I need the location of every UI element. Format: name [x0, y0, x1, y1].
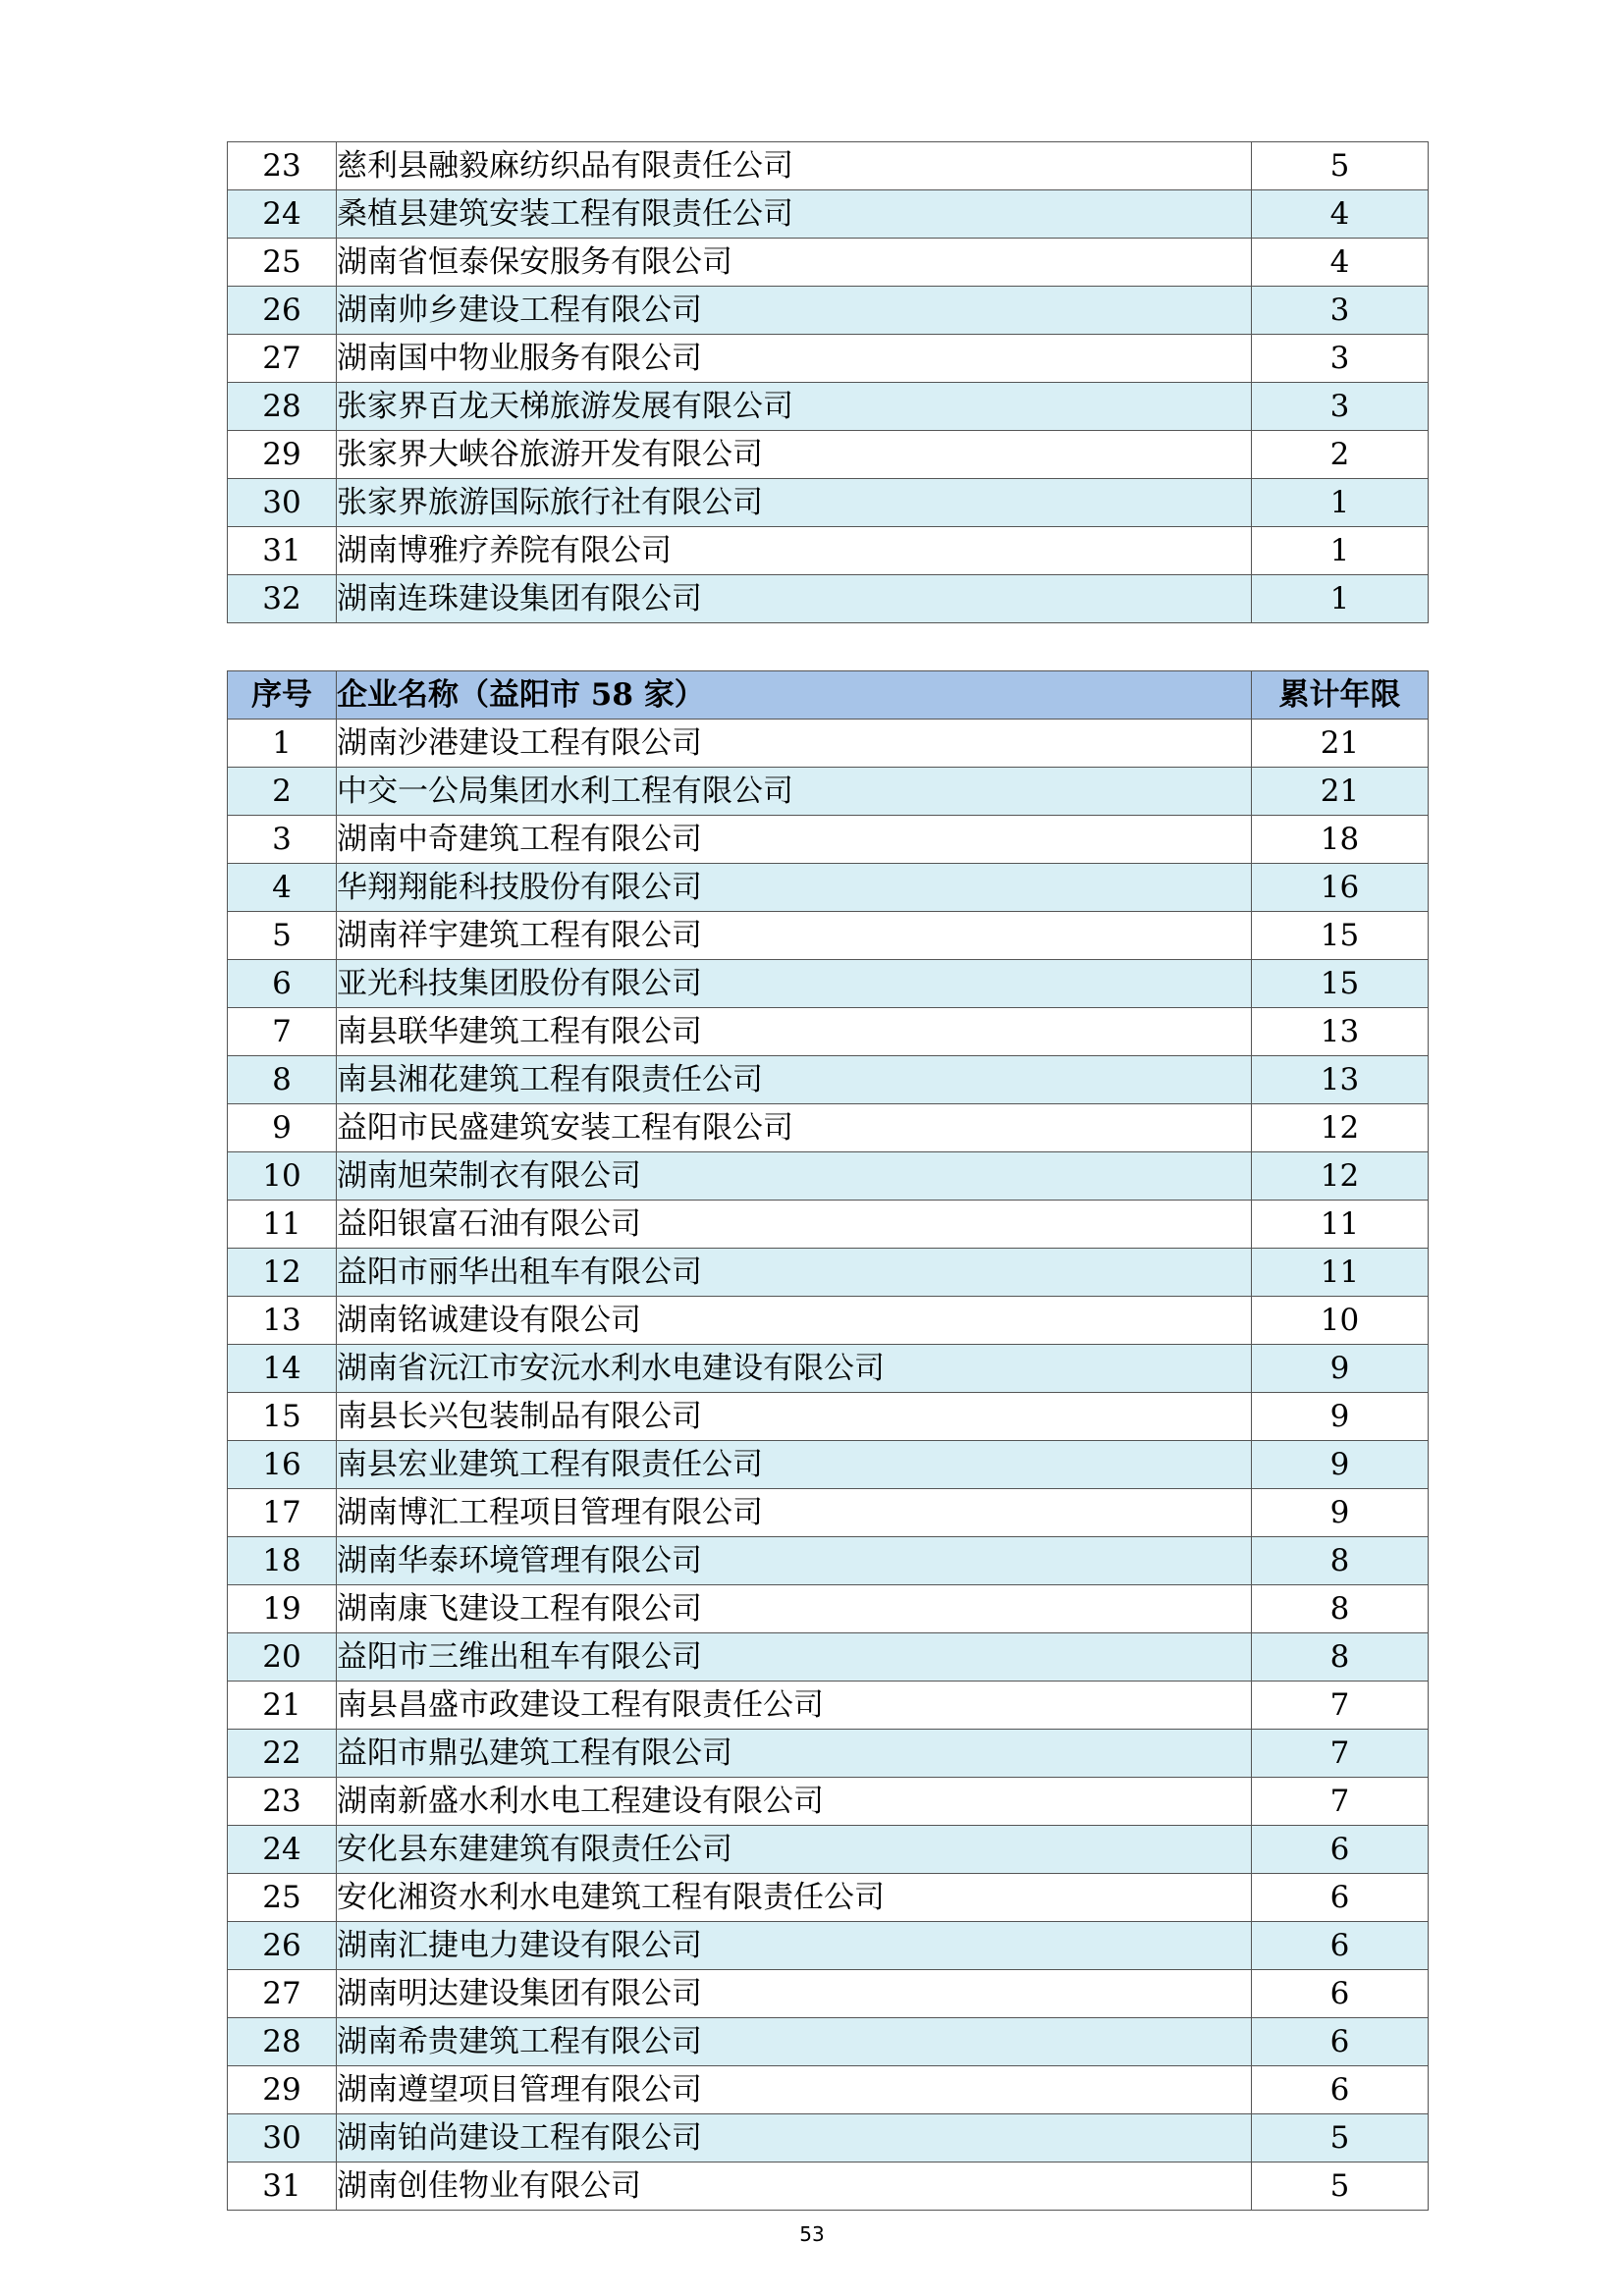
- row-enterprise-name: 湖南汇捷电力建设有限公司: [337, 1922, 1252, 1970]
- row-cumulative-years: 3: [1252, 383, 1429, 431]
- table-row: [228, 1297, 1429, 1345]
- row-enterprise-name: 张家界百龙天梯旅游发展有限公司: [337, 383, 1252, 431]
- table-row: [228, 816, 1429, 864]
- row-enterprise-name: 南县联华建筑工程有限公司: [337, 1008, 1252, 1056]
- table-row: [228, 960, 1429, 1008]
- row-cumulative-years: 5: [1252, 2163, 1429, 2211]
- table-row: [228, 1922, 1429, 1970]
- table-header-row: [228, 671, 1429, 720]
- table-row: [228, 2018, 1429, 2066]
- page-number: 53: [799, 2222, 825, 2246]
- row-serial-number: 10: [228, 1152, 337, 1201]
- row-enterprise-name: 安化湘资水利水电建筑工程有限责任公司: [337, 1874, 1252, 1922]
- row-serial-number: 28: [228, 383, 337, 431]
- row-serial-number: 3: [228, 816, 337, 864]
- row-serial-number: 4: [228, 864, 337, 912]
- row-cumulative-years: 13: [1252, 1056, 1429, 1104]
- row-cumulative-years: 5: [1252, 142, 1429, 190]
- row-cumulative-years: 3: [1252, 335, 1429, 383]
- row-cumulative-years: 9: [1252, 1345, 1429, 1393]
- table-row: [228, 1056, 1429, 1104]
- row-enterprise-name: 湖南创佳物业有限公司: [337, 2163, 1252, 2211]
- row-cumulative-years: 11: [1252, 1201, 1429, 1249]
- row-serial-number: 26: [228, 1922, 337, 1970]
- row-cumulative-years: 4: [1252, 239, 1429, 287]
- table-row: [228, 383, 1429, 431]
- row-enterprise-name: 安化县东建建筑有限责任公司: [337, 1826, 1252, 1874]
- row-enterprise-name: 湖南沙港建设工程有限公司: [337, 720, 1252, 768]
- row-enterprise-name: 湖南铂尚建设工程有限公司: [337, 2114, 1252, 2163]
- header-serial-number: 序号: [228, 671, 337, 720]
- table-row: [228, 1633, 1429, 1682]
- row-enterprise-name: 张家界旅游国际旅行社有限公司: [337, 479, 1252, 527]
- row-enterprise-name: 华翔翔能科技股份有限公司: [337, 864, 1252, 912]
- table-row: [228, 1874, 1429, 1922]
- row-cumulative-years: 8: [1252, 1537, 1429, 1585]
- enterprise-table-continued: [227, 141, 1429, 623]
- table-row: [228, 1393, 1429, 1441]
- row-serial-number: 30: [228, 2114, 337, 2163]
- row-cumulative-years: 6: [1252, 2066, 1429, 2114]
- row-serial-number: 24: [228, 190, 337, 239]
- table-row: [228, 527, 1429, 575]
- row-cumulative-years: 9: [1252, 1441, 1429, 1489]
- table-row: [228, 2066, 1429, 2114]
- row-cumulative-years: 6: [1252, 1826, 1429, 1874]
- row-serial-number: 16: [228, 1441, 337, 1489]
- row-enterprise-name: 益阳市民盛建筑安装工程有限公司: [337, 1104, 1252, 1152]
- table-row: [228, 768, 1429, 816]
- table-row: [228, 1778, 1429, 1826]
- row-cumulative-years: 15: [1252, 960, 1429, 1008]
- row-cumulative-years: 1: [1252, 479, 1429, 527]
- row-enterprise-name: 南县长兴包装制品有限公司: [337, 1393, 1252, 1441]
- row-cumulative-years: 6: [1252, 2018, 1429, 2066]
- table-row: [228, 335, 1429, 383]
- row-serial-number: 27: [228, 1970, 337, 2018]
- table-row: [228, 1970, 1429, 2018]
- row-serial-number: 2: [228, 768, 337, 816]
- row-cumulative-years: 8: [1252, 1585, 1429, 1633]
- row-cumulative-years: 21: [1252, 768, 1429, 816]
- row-serial-number: 9: [228, 1104, 337, 1152]
- row-serial-number: 18: [228, 1537, 337, 1585]
- row-cumulative-years: 6: [1252, 1970, 1429, 2018]
- row-enterprise-name: 湖南遵望项目管理有限公司: [337, 2066, 1252, 2114]
- row-serial-number: 22: [228, 1730, 337, 1778]
- row-cumulative-years: 16: [1252, 864, 1429, 912]
- row-enterprise-name: 慈利县融毅麻纺织品有限责任公司: [337, 142, 1252, 190]
- table-row: [228, 575, 1429, 623]
- table-row: [228, 1537, 1429, 1585]
- table-row: [228, 2163, 1429, 2211]
- row-serial-number: 24: [228, 1826, 337, 1874]
- row-cumulative-years: 9: [1252, 1393, 1429, 1441]
- row-cumulative-years: 7: [1252, 1778, 1429, 1826]
- row-enterprise-name: 益阳市丽华出租车有限公司: [337, 1249, 1252, 1297]
- table-row: [228, 1345, 1429, 1393]
- row-serial-number: 25: [228, 1874, 337, 1922]
- table-row: [228, 1008, 1429, 1056]
- row-serial-number: 29: [228, 2066, 337, 2114]
- row-serial-number: 17: [228, 1489, 337, 1537]
- row-enterprise-name: 益阳银富石油有限公司: [337, 1201, 1252, 1249]
- table-row: [228, 1152, 1429, 1201]
- table-row: [228, 287, 1429, 335]
- row-cumulative-years: 10: [1252, 1297, 1429, 1345]
- row-cumulative-years: 12: [1252, 1152, 1429, 1201]
- row-enterprise-name: 湖南中奇建筑工程有限公司: [337, 816, 1252, 864]
- row-enterprise-name: 湖南铭诚建设有限公司: [337, 1297, 1252, 1345]
- row-serial-number: 14: [228, 1345, 337, 1393]
- row-serial-number: 27: [228, 335, 337, 383]
- row-serial-number: 29: [228, 431, 337, 479]
- row-enterprise-name: 湖南省恒泰保安服务有限公司: [337, 239, 1252, 287]
- row-serial-number: 19: [228, 1585, 337, 1633]
- row-enterprise-name: 张家界大峡谷旅游开发有限公司: [337, 431, 1252, 479]
- row-serial-number: 7: [228, 1008, 337, 1056]
- row-cumulative-years: 7: [1252, 1730, 1429, 1778]
- table-row: [228, 1249, 1429, 1297]
- row-enterprise-name: 湖南省沅江市安沅水利水电建设有限公司: [337, 1345, 1252, 1393]
- row-serial-number: 21: [228, 1682, 337, 1730]
- row-enterprise-name: 湖南旭荣制衣有限公司: [337, 1152, 1252, 1201]
- table-row: [228, 1730, 1429, 1778]
- row-serial-number: 5: [228, 912, 337, 960]
- row-enterprise-name: 湖南新盛水利水电工程建设有限公司: [337, 1778, 1252, 1826]
- row-serial-number: 1: [228, 720, 337, 768]
- table-row: [228, 142, 1429, 190]
- row-cumulative-years: 9: [1252, 1489, 1429, 1537]
- table-row: [228, 239, 1429, 287]
- row-serial-number: 32: [228, 575, 337, 623]
- row-serial-number: 25: [228, 239, 337, 287]
- row-cumulative-years: 1: [1252, 527, 1429, 575]
- table-row: [228, 1585, 1429, 1633]
- row-cumulative-years: 12: [1252, 1104, 1429, 1152]
- row-cumulative-years: 11: [1252, 1249, 1429, 1297]
- row-serial-number: 6: [228, 960, 337, 1008]
- row-enterprise-name: 湖南博雅疗养院有限公司: [337, 527, 1252, 575]
- table-row: [228, 190, 1429, 239]
- row-serial-number: 30: [228, 479, 337, 527]
- row-serial-number: 31: [228, 527, 337, 575]
- row-serial-number: 26: [228, 287, 337, 335]
- table-row: [228, 864, 1429, 912]
- row-cumulative-years: 4: [1252, 190, 1429, 239]
- table-row: [228, 431, 1429, 479]
- row-serial-number: 31: [228, 2163, 337, 2211]
- row-enterprise-name: 桑植县建筑安装工程有限责任公司: [337, 190, 1252, 239]
- row-enterprise-name: 湖南明达建设集团有限公司: [337, 1970, 1252, 2018]
- row-cumulative-years: 5: [1252, 2114, 1429, 2163]
- table-row: [228, 1682, 1429, 1730]
- row-serial-number: 15: [228, 1393, 337, 1441]
- row-serial-number: 23: [228, 142, 337, 190]
- row-enterprise-name: 湖南希贵建筑工程有限公司: [337, 2018, 1252, 2066]
- row-enterprise-name: 南县湘花建筑工程有限责任公司: [337, 1056, 1252, 1104]
- row-enterprise-name: 益阳市三维出租车有限公司: [337, 1633, 1252, 1682]
- row-serial-number: 28: [228, 2018, 337, 2066]
- row-cumulative-years: 8: [1252, 1633, 1429, 1682]
- row-enterprise-name: 中交一公局集团水利工程有限公司: [337, 768, 1252, 816]
- row-enterprise-name: 湖南国中物业服务有限公司: [337, 335, 1252, 383]
- row-serial-number: 11: [228, 1201, 337, 1249]
- row-cumulative-years: 2: [1252, 431, 1429, 479]
- table-row: [228, 912, 1429, 960]
- row-enterprise-name: 湖南博汇工程项目管理有限公司: [337, 1489, 1252, 1537]
- row-cumulative-years: 21: [1252, 720, 1429, 768]
- row-cumulative-years: 6: [1252, 1922, 1429, 1970]
- row-serial-number: 20: [228, 1633, 337, 1682]
- row-cumulative-years: 6: [1252, 1874, 1429, 1922]
- table-row: [228, 1104, 1429, 1152]
- row-enterprise-name: 益阳市鼎弘建筑工程有限公司: [337, 1730, 1252, 1778]
- row-cumulative-years: 18: [1252, 816, 1429, 864]
- header-enterprise-name: 企业名称（益阳市 58 家）: [337, 671, 1252, 720]
- row-cumulative-years: 7: [1252, 1682, 1429, 1730]
- table-row: [228, 1826, 1429, 1874]
- row-enterprise-name: 湖南康飞建设工程有限公司: [337, 1585, 1252, 1633]
- row-serial-number: 23: [228, 1778, 337, 1826]
- table-row: [228, 2114, 1429, 2163]
- table1-body: [228, 142, 1429, 623]
- table2-body: [228, 720, 1429, 2211]
- row-enterprise-name: 湖南华泰环境管理有限公司: [337, 1537, 1252, 1585]
- table-row: [228, 1489, 1429, 1537]
- table-row: [228, 479, 1429, 527]
- row-serial-number: 12: [228, 1249, 337, 1297]
- row-serial-number: 13: [228, 1297, 337, 1345]
- row-enterprise-name: 湖南帅乡建设工程有限公司: [337, 287, 1252, 335]
- row-enterprise-name: 湖南祥宇建筑工程有限公司: [337, 912, 1252, 960]
- row-enterprise-name: 亚光科技集团股份有限公司: [337, 960, 1252, 1008]
- enterprise-table-yiyang: [227, 670, 1429, 2211]
- row-enterprise-name: 南县昌盛市政建设工程有限责任公司: [337, 1682, 1252, 1730]
- row-cumulative-years: 13: [1252, 1008, 1429, 1056]
- table-row: [228, 1441, 1429, 1489]
- row-enterprise-name: 湖南连珠建设集团有限公司: [337, 575, 1252, 623]
- header-cumulative-years: 累计年限: [1252, 671, 1429, 720]
- row-cumulative-years: 15: [1252, 912, 1429, 960]
- table-row: [228, 720, 1429, 768]
- row-serial-number: 8: [228, 1056, 337, 1104]
- row-enterprise-name: 南县宏业建筑工程有限责任公司: [337, 1441, 1252, 1489]
- table-row: [228, 1201, 1429, 1249]
- row-cumulative-years: 1: [1252, 575, 1429, 623]
- row-cumulative-years: 3: [1252, 287, 1429, 335]
